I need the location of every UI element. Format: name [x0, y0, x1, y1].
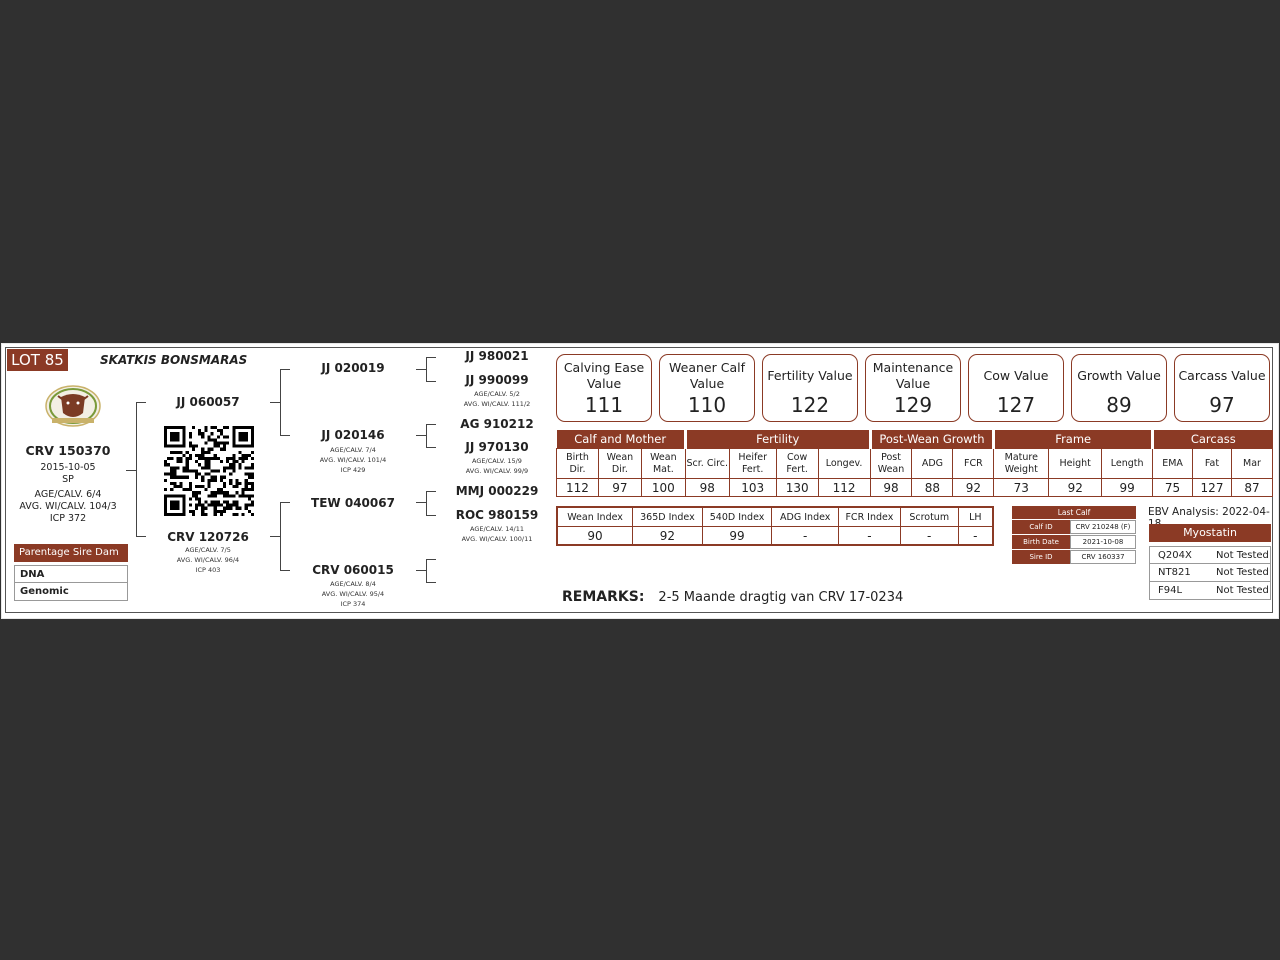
ebv-value-wean-dir: 97 — [598, 479, 641, 497]
index-label-540d: 540D Index — [702, 507, 772, 527]
myostatin-key: Q204X — [1158, 550, 1192, 561]
last-calf-key: Sire ID — [1012, 550, 1070, 564]
myostatin-value: Not Tested — [1216, 585, 1269, 596]
ebv-label-cow-fert: Cow Fert. — [776, 449, 818, 479]
myostatin-row — [1149, 564, 1271, 582]
value-box-fertility — [762, 354, 858, 422]
last-calf-row-calf-id — [1012, 520, 1136, 534]
remarks-text: 2-5 Maande dragtig van CRV 17-0234 — [658, 590, 904, 605]
ebv-value-wean-mat: 100 — [641, 479, 685, 497]
dd-id: CRV 060015 — [312, 563, 394, 577]
sdd-id: JJ 970130 — [465, 440, 529, 454]
ebv-value-post-wean: 98 — [870, 479, 912, 497]
dd-age-calv: AGE/CALV. 8/4 — [330, 580, 376, 588]
ebv-value-length: 99 — [1102, 479, 1153, 497]
myostatin-key: F94L — [1158, 585, 1183, 596]
ebv-label-ema: EMA — [1153, 449, 1193, 479]
ebv-analysis-date: EBV Analysis: 2022-04- — [1148, 506, 1270, 518]
parentage-header: Parentage Sire Dam — [14, 544, 128, 562]
ebv-value-adg: 88 — [912, 479, 953, 497]
value-number: 97 — [1209, 393, 1235, 417]
last-calf-value: CRV 160337 — [1070, 550, 1136, 564]
myostatin-value: Not Tested — [1216, 550, 1269, 561]
ebv-label-wean-dir: Wean Dir. — [598, 449, 641, 479]
value-label: Weaner Calf Value — [669, 360, 745, 391]
ebv-value-longev: 112 — [818, 479, 870, 497]
dsd-age-calv: AGE/CALV. 14/11 — [469, 525, 525, 533]
value-label: Fertility Value — [767, 368, 853, 383]
index-value-fcr: - — [839, 527, 901, 546]
value-box-calving-ease — [556, 354, 652, 422]
ss-id: JJ 020019 — [321, 361, 385, 375]
myostatin-row — [1149, 546, 1271, 564]
ssd-id: JJ 990099 — [465, 373, 529, 387]
value-box-cow — [968, 354, 1064, 422]
lot-badge: LOT 85 — [7, 349, 68, 371]
dam-age-calv: AGE/CALV. 7/5 — [185, 546, 231, 554]
ebv-label-post-wean: Post Wean — [870, 449, 912, 479]
value-label: Maintenance Value — [872, 360, 954, 391]
value-number: 129 — [893, 393, 933, 417]
ebv-value-height: 92 — [1049, 479, 1102, 497]
dam-icp: ICP 403 — [195, 566, 221, 574]
dss-id: MMJ 000229 — [455, 484, 539, 498]
index-table — [556, 506, 994, 546]
index-value-adg: - — [772, 527, 839, 546]
sire-id: JJ 060057 — [176, 395, 240, 409]
qr-code-icon — [164, 426, 254, 516]
dam-id: CRV 120726 — [167, 530, 249, 544]
last-calf-key: Birth Date — [1012, 535, 1070, 549]
ebv-label-heifer-fert: Heifer Fert. — [729, 449, 776, 479]
ebv-label-fat: Fat — [1193, 449, 1232, 479]
ebv-value-heifer-fert: 103 — [729, 479, 776, 497]
dsd-id: ROC 980159 — [455, 508, 539, 522]
animal-birth-date: 2015-10-05 — [40, 462, 96, 473]
value-number: 110 — [687, 393, 727, 417]
sd-id: JJ 020146 — [321, 428, 385, 442]
index-value-365d: 92 — [633, 527, 703, 546]
ebv-value-birth-dir: 112 — [557, 479, 599, 497]
ebv-value-ema: 75 — [1153, 479, 1193, 497]
index-label-fcr: FCR Index — [839, 507, 901, 527]
ebv-label-mature-weight: Mature Weight — [994, 449, 1049, 479]
myostatin-key: NT821 — [1158, 567, 1191, 578]
index-label-scrotum: Scrotum — [900, 507, 958, 527]
sdd-age-calv: AGE/CALV. 15/9 — [472, 457, 522, 465]
lot-card — [2, 344, 1278, 618]
animal-age-calv: AGE/CALV. 6/4 — [34, 489, 102, 500]
sdd-avg-wi-calv: AVG. WI/CALV. 99/9 — [465, 467, 529, 475]
value-label: Cow Value — [983, 368, 1049, 383]
value-number: 122 — [790, 393, 830, 417]
animal-avg-wi-calv: AVG. WI/CALV. 104/3 — [19, 501, 117, 512]
value-number: 127 — [996, 393, 1036, 417]
value-box-growth — [1071, 354, 1167, 422]
dsd-avg-wi-calv: AVG. WI/CALV. 100/11 — [461, 535, 533, 543]
myostatin-table — [1149, 524, 1271, 600]
myostatin-header: Myostatin — [1149, 524, 1271, 542]
ebv-label-height: Height — [1049, 449, 1102, 479]
last-calf-value: CRV 210248 (F) — [1070, 520, 1136, 534]
value-label: Carcass Value — [1178, 368, 1266, 383]
remarks — [562, 589, 903, 605]
ebv-label-mar: Mar — [1231, 449, 1272, 479]
group-frame: Frame — [994, 430, 1153, 449]
ssd-avg-wi-calv: AVG. WI/CALV. 111/2 — [463, 400, 531, 408]
ebv-value-cow-fert: 130 — [776, 479, 818, 497]
last-calf-header: Last Calf — [1012, 506, 1136, 519]
sds-id: AG 910212 — [460, 417, 534, 431]
ssd-age-calv: AGE/CALV. 5/2 — [474, 390, 520, 398]
ds-id: TEW 040067 — [311, 496, 395, 510]
parentage-table — [14, 544, 128, 601]
breed-name: SKATKIS BONSMARAS — [100, 353, 248, 367]
parentage-row-dna: DNA — [14, 565, 128, 583]
ebv-label-adg: ADG — [912, 449, 953, 479]
ebv-value-fat: 127 — [1193, 479, 1232, 497]
animal-icp: ICP 372 — [49, 513, 87, 524]
dd-avg-wi-calv: AVG. WI/CALV. 95/4 — [321, 590, 385, 598]
index-value-lh: - — [958, 527, 993, 546]
index-label-365d: 365D Index — [633, 507, 703, 527]
breed-logo-icon — [44, 384, 102, 428]
value-number: 89 — [1106, 393, 1132, 417]
dd-icp: ICP 374 — [340, 600, 366, 608]
value-box-maintenance — [865, 354, 961, 422]
sd-icp: ICP 429 — [340, 466, 366, 474]
dam-avg-wi-calv: AVG. WI/CALV. 96/4 — [176, 556, 240, 564]
group-calf-mother: Calf and Mother — [557, 430, 686, 449]
ebv-value-scr-circ: 98 — [685, 479, 729, 497]
sss-id: JJ 980021 — [465, 349, 529, 363]
value-label: Growth Value — [1077, 368, 1161, 383]
ebv-label-fcr: FCR — [953, 449, 994, 479]
last-calf-row-birth-date — [1012, 535, 1136, 549]
ebv-label-length: Length — [1102, 449, 1153, 479]
group-fertility: Fertility — [685, 430, 870, 449]
value-box-carcass — [1174, 354, 1270, 422]
index-label-wean: Wean Index — [557, 507, 633, 527]
value-box-weaner-calf — [659, 354, 755, 422]
myostatin-value: Not Tested — [1216, 567, 1269, 578]
ebv-label-longev: Longev. — [818, 449, 870, 479]
index-value-540d: 99 — [702, 527, 772, 546]
value-number: 111 — [584, 393, 624, 417]
last-calf-key: Calf ID — [1012, 520, 1070, 534]
value-label: Calving Ease Value — [563, 360, 645, 391]
ebv-table — [556, 430, 1273, 497]
myostatin-row — [1149, 582, 1271, 600]
last-calf-row-sire-id — [1012, 550, 1136, 564]
ebv-label-wean-mat: Wean Mat. — [641, 449, 685, 479]
ebv-label-birth-dir: Birth Dir. — [557, 449, 599, 479]
ebv-value-fcr: 92 — [953, 479, 994, 497]
ebv-label-scr-circ: Scr. Circ. — [685, 449, 729, 479]
parentage-row-genomic: Genomic — [14, 583, 128, 601]
index-value-scrotum: - — [900, 527, 958, 546]
index-label-lh: LH — [958, 507, 993, 527]
animal-code: SP — [62, 474, 74, 485]
group-post-wean-growth: Post-Wean Growth — [870, 430, 994, 449]
index-label-adg: ADG Index — [772, 507, 839, 527]
animal-id: CRV 150370 — [25, 443, 111, 458]
last-calf-panel — [1012, 506, 1136, 564]
group-carcass: Carcass — [1153, 430, 1273, 449]
sd-age-calv: AGE/CALV. 7/4 — [330, 446, 376, 454]
ebv-value-mar: 87 — [1231, 479, 1272, 497]
sd-avg-wi-calv: AVG. WI/CALV. 101/4 — [319, 456, 387, 464]
remarks-label: REMARKS: — [562, 589, 645, 605]
index-value-wean: 90 — [557, 527, 633, 546]
ebv-value-mature-weight: 73 — [994, 479, 1049, 497]
last-calf-value: 2021-10-08 — [1070, 535, 1136, 549]
